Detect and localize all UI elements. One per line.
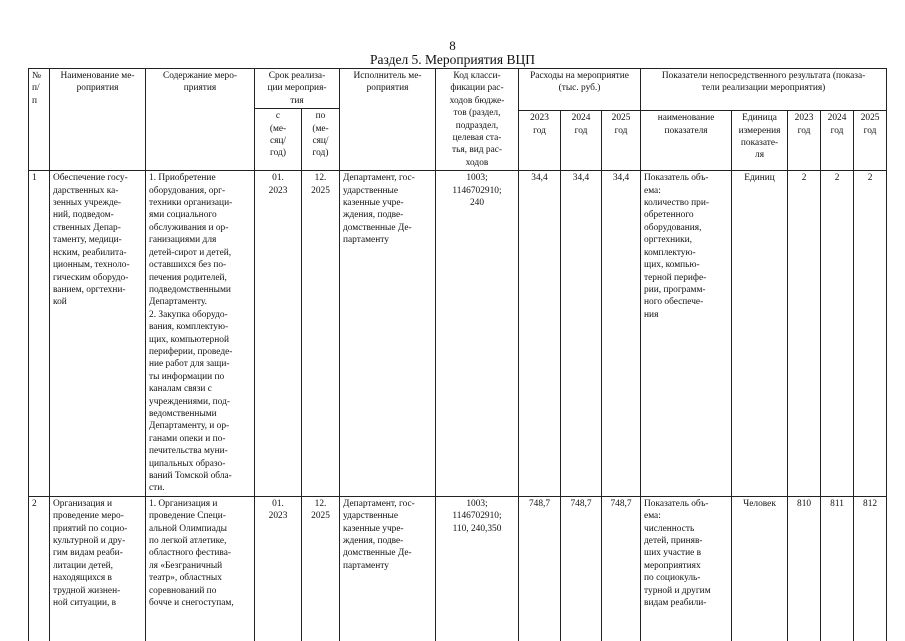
row-period-to: 12. 2025 xyxy=(302,171,340,497)
header-ind-2024: 2024 год xyxy=(821,111,854,171)
header-name: Наименование ме- роприятия xyxy=(50,69,146,171)
row-num-text: 2 xyxy=(32,498,37,509)
row-activity-name-text: Организация и проведение меро- приятий по социо- культурной и дру- гим видам реаби- литации детей, находящихся в трудной жизнен- ной ситуации, в xyxy=(53,498,128,609)
row-activity-name: Обеспечение госу- дарственных ка- зенных учрежде- ний, подведом- ственных Депар- таменту, медици- нским, реабилита- ционным, техноло- гическим оборудо- ванием, оргтехни- кой xyxy=(50,171,146,497)
header-num: № п/ п xyxy=(29,69,50,171)
header-exp-2025: 2025 год xyxy=(602,111,641,171)
header-executor: Исполнитель ме- роприятия xyxy=(340,69,436,171)
row-activity-content: 1. Приобретение оборудования, орг- техники организаци- ями социального обслуживания и ор- ганизациями для детей-сирот и детей, оставшихся без по- печения родителей, подведомственными Департаменту. 2. Закупка оборудо- вания, комплектую- щих, компьютерной периферии, проведе- ние работ для защи- ты информации по каналам связи с учреждениями, под- ведомственными Департаменту, и ор- ганами опеки и по- печительства муни- ципальных образо- ваний Томской обла- сти. xyxy=(146,171,255,497)
row-executor xyxy=(340,496,436,641)
row-ind-2023 xyxy=(788,496,821,641)
row-exp-2024 xyxy=(561,496,602,641)
row-exp-2023: 34,4 xyxy=(519,171,561,497)
header-expenses: Расходы на мероприятие (тыс. руб.) xyxy=(519,69,641,111)
row-period-from xyxy=(255,496,302,641)
row-ind-2025: 2 xyxy=(854,171,887,497)
header-row-1 xyxy=(29,69,887,109)
row-exp-2023-text: 748,7 xyxy=(528,498,551,509)
row-ind-2024: 2 xyxy=(821,171,854,497)
row-exp-2025: 34,4 xyxy=(602,171,641,497)
row-period-to-text: 12. 2025 xyxy=(311,498,330,522)
row-period-to xyxy=(302,496,340,641)
header-period-from: с (ме- сяц/ год) xyxy=(255,109,302,171)
row-ind-2024-text: 811 xyxy=(830,498,844,509)
row-exp-2024-text: 748,7 xyxy=(570,498,592,509)
row-ind-2025 xyxy=(854,496,887,641)
header-indicator-unit: Единица измерения показате- ля xyxy=(732,111,788,171)
row-period-from: 01. 2023 xyxy=(255,171,302,497)
row-indicator-unit xyxy=(732,496,788,641)
row-exp-2025 xyxy=(602,496,641,641)
table-row xyxy=(29,171,887,497)
row-indicator-unit-text: Человек xyxy=(743,498,776,509)
header-indicators: Показатели непосредственного результата (показа- тели реализации мероприятия) xyxy=(641,69,887,111)
row-indicator-unit: Единиц xyxy=(732,171,788,497)
row-indicator-name-text: Показатель объ- ема: численность детей, приняв- ших участие в мероприятиях по социокуль- турной и другим видам реабили- xyxy=(644,498,711,609)
header-indicator-name: наименование показателя xyxy=(641,111,732,171)
row-ind-2023: 2 xyxy=(788,171,821,497)
row-exp-2023 xyxy=(519,496,561,641)
header-exp-2023: 2023 год xyxy=(519,111,561,171)
header-ind-2023: 2023 год xyxy=(788,111,821,171)
row-exp-2025-text: 748,7 xyxy=(610,498,632,509)
header-code: Код класси- фикации рас- ходов бюдже- тов (раздел, подраздел, целевая ста- тья, вид рас- ходов xyxy=(436,69,519,171)
row-budget-code xyxy=(436,496,519,641)
header-ind-2025: 2025 год xyxy=(854,111,887,171)
row-activity-name xyxy=(50,496,146,641)
row-activity-content xyxy=(146,496,255,641)
row-budget-code: 1003; 1146702910; 240 xyxy=(436,171,519,497)
header-period: Срок реализа- ции мероприя- тия xyxy=(255,69,340,109)
row-indicator-name xyxy=(641,496,732,641)
section-title: Раздел 5. Мероприятия ВЦП xyxy=(370,52,535,67)
row-ind-2024 xyxy=(821,496,854,641)
row-executor-text: Департамент, гос- ударственные казенные учре- ждения, подве- домственные Де- партаменту xyxy=(343,498,415,571)
row-executor: Департамент, гос- ударственные казенные учре- ждения, подве- домственные Де- партаменту xyxy=(340,171,436,497)
row-num xyxy=(29,496,50,641)
row-exp-2024: 34,4 xyxy=(561,171,602,497)
row-indicator-name: Показатель объ- ема: количество при- обретенного оборудования, оргтехники, комплектую- щих, компью- терной перифе- рии, программ- ного обеспече- ния xyxy=(641,171,732,497)
row-budget-code-text: 1003; 1146702910; 110, 240,350 xyxy=(452,498,502,534)
row-ind-2023-text: 810 xyxy=(797,498,812,509)
header-period-to: по (ме- сяц/ год) xyxy=(302,109,340,171)
activities-table xyxy=(28,68,887,641)
row-activity-content-text: 1. Организация и проведение Специ- альной Олимпиады по легкой атлетике, областного фестива- ля «Безграничный театр», областных соревнований по бочче и снегоступам, xyxy=(149,498,234,609)
header-exp-2024: 2024 год xyxy=(561,111,602,171)
table-row xyxy=(29,496,887,641)
row-ind-2025-text: 812 xyxy=(863,498,878,509)
row-period-from-text: 01. 2023 xyxy=(268,498,288,522)
header-content: Содержание меро- приятия xyxy=(146,69,255,171)
page-number: 8 xyxy=(449,38,456,53)
row-num: 1 xyxy=(29,171,50,497)
